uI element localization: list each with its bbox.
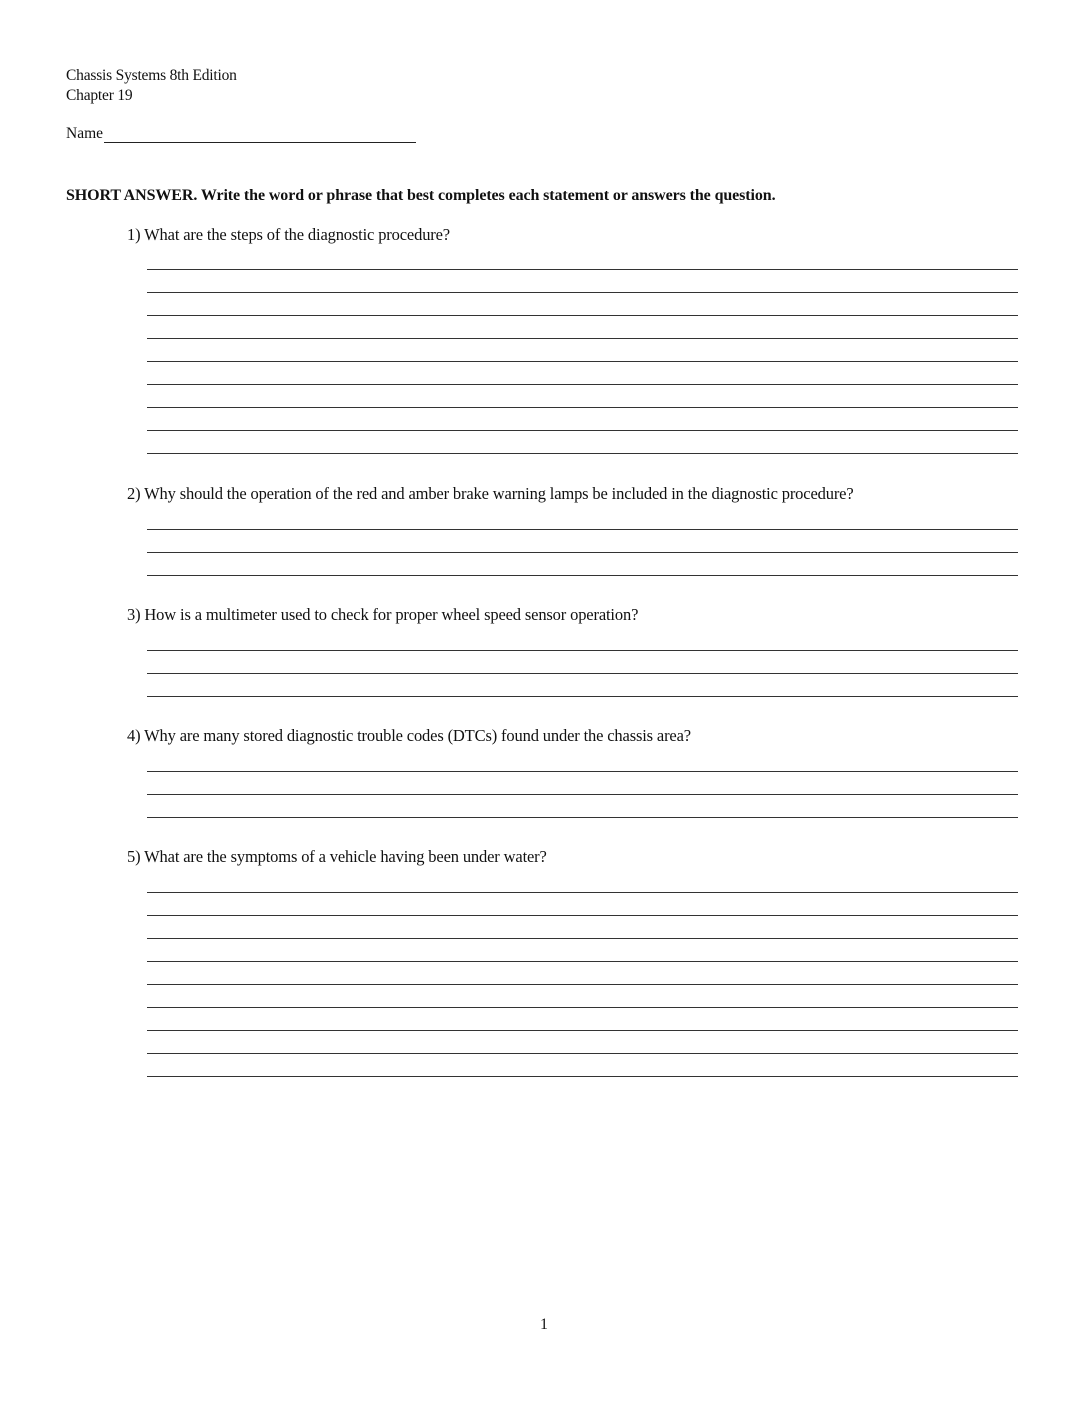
name-label: Name: [66, 125, 104, 142]
question-4: 4) Why are many stored diagnostic trouble codes (DTCs) found under the chassis area?: [127, 726, 691, 745]
answer-line[interactable]: [147, 673, 1018, 674]
answer-line[interactable]: [147, 915, 1018, 916]
name-field-row: [66, 124, 416, 143]
answer-line[interactable]: [147, 338, 1018, 339]
question-3: 3) How is a multimeter used to check for proper wheel speed sensor operation?: [127, 605, 639, 624]
answer-line[interactable]: [147, 892, 1018, 893]
answer-line[interactable]: [147, 1076, 1018, 1077]
answer-line[interactable]: [147, 430, 1018, 431]
question-2: 2) Why should the operation of the red and amber brake warning lamps be included in the diagnostic procedure?: [127, 484, 854, 503]
answer-line[interactable]: [147, 938, 1018, 939]
page-number: 1: [540, 1316, 548, 1333]
answer-line[interactable]: [147, 407, 1018, 408]
question-1: 1) What are the steps of the diagnostic procedure?: [127, 225, 450, 244]
answer-line[interactable]: [147, 1030, 1018, 1031]
answer-line[interactable]: [147, 315, 1018, 316]
answer-line[interactable]: [147, 984, 1018, 985]
answer-line[interactable]: [147, 453, 1018, 454]
answer-line[interactable]: [147, 575, 1018, 576]
answer-line[interactable]: [147, 361, 1018, 362]
answer-line[interactable]: [147, 384, 1018, 385]
name-blank-line[interactable]: [104, 126, 416, 143]
answer-line[interactable]: [147, 529, 1018, 530]
answer-line[interactable]: [147, 771, 1018, 772]
answer-line[interactable]: [147, 1007, 1018, 1008]
section-heading: SHORT ANSWER. Write the word or phrase that best completes each statement or answers the question.: [66, 187, 776, 204]
answer-line[interactable]: [147, 961, 1018, 962]
answer-line[interactable]: [147, 817, 1018, 818]
course-title: Chassis Systems 8th Edition: [66, 67, 237, 84]
answer-line[interactable]: [147, 269, 1018, 270]
chapter-label: Chapter 19: [66, 87, 133, 104]
answer-line[interactable]: [147, 1053, 1018, 1054]
answer-line[interactable]: [147, 292, 1018, 293]
question-5: 5) What are the symptoms of a vehicle having been under water?: [127, 847, 547, 866]
answer-line[interactable]: [147, 650, 1018, 651]
answer-line[interactable]: [147, 696, 1018, 697]
answer-line[interactable]: [147, 794, 1018, 795]
answer-line[interactable]: [147, 552, 1018, 553]
